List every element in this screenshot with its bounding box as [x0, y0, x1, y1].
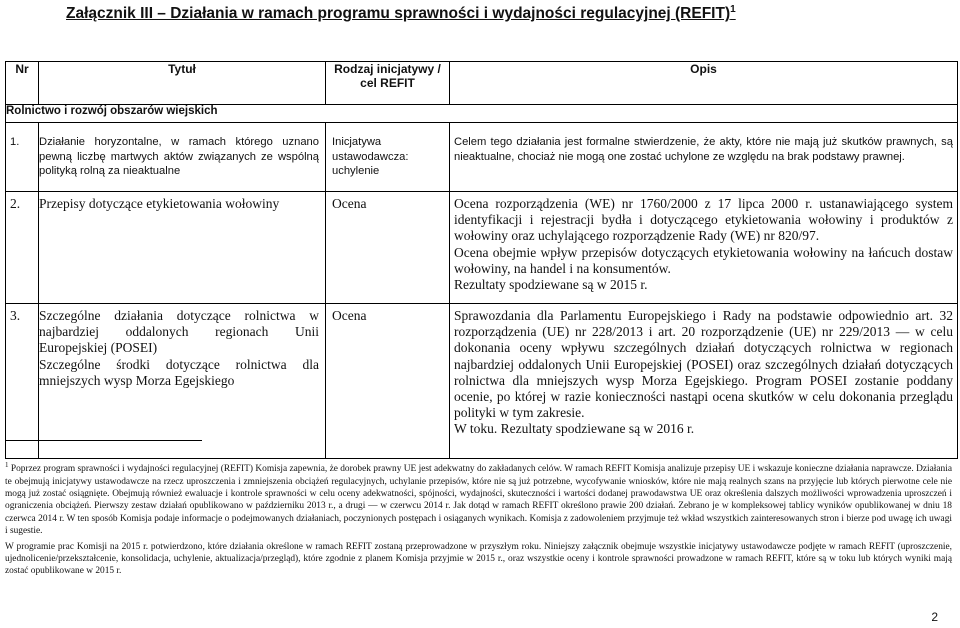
row-number: 2. — [6, 192, 39, 304]
footnote-paragraph — [5, 459, 952, 538]
row-title — [39, 304, 326, 459]
row-title: Działanie horyzontalne, w ramach którego uznano pewną liczbę martwych aktów związanych ze wspólną polityką rolną za nieaktualne — [39, 123, 326, 192]
row-title-part: Szczególne działania dotyczące rolnictwa w najbardziej oddalonych regionach Unii Europejskiej (POSEI) — [39, 308, 319, 356]
footnote-text: Poprzez program sprawności i wydajności regulacyjnej (REFIT) Komisja zapewnia, że dorobek prawny UE jest adekwatny do zakładanych celów. W ramach REFIT Komisja analizuje przepisy UE i wskazuje konieczne działania naprawcze. Działania te obejmują inicjatywy ustawodawcze na rzecz uproszczenia i zmniejszenia obciążeń regulacyjnych, uchylanie przepisów, które nie są już potrzebne, wycofywanie wniosków, które nie mają realnych szans na przyjęcie lub których pierwotne cele nie mogą już zostać osiągnięte. Obejmują również ewaluacje i kontrole sprawności w celu oceny adekwatności, spójności, wydajności, skuteczności i wartości dodanej prawodawstwa UE oraz określenia dalszych możliwości wprowadzenia uproszczeń i ograniczenia obciążeń. Pierwszy zestaw działań opublikowano w październiku 2013 r., a drugi — w czerwcu 2014 r. Jak dotąd w ramach REFIT określono prawie 200 działań. Zebrano je w kompleksowej tablicy wyników opublikowanej w dniu 18 czerwca 2014 r. W ten sposób Komisja podaje informacje o podejmowanych działaniach, poczynionych postępach i osiąganych wynikach. Komisja z zadowoleniem przyjmuje też wkład wszystkich zainteresowanych stron i bierze pod uwagę ich uwagi i sugestie. — [5, 464, 952, 537]
header-tytul: Tytuł — [39, 62, 326, 105]
section-row — [6, 105, 958, 123]
section-title: Rolnictwo i rozwój obszarów wiejskich — [6, 105, 958, 123]
row-description — [450, 123, 958, 192]
header-rodzaj — [326, 62, 450, 105]
row-description — [450, 192, 958, 304]
row-description — [450, 304, 958, 459]
row-title-part: Szczególne środki dotyczące rolnictwa dla mniejszych wysp Morza Egejskiego — [39, 356, 319, 388]
title-footnote-ref: 1 — [730, 4, 736, 15]
footnote-number: 1 — [5, 461, 9, 469]
description-paragraph: Celem tego działania jest formalne stwierdzenie, że akty, które nie mają już skutków prawnych, są nieaktualne, chociaż nie mogą one zostać uchylone ze względu na brak podstawy prawnej. — [454, 136, 953, 163]
footnote-text: W programie prac Komisji na 2015 r. potwierdzono, które działania określone w ramach REFIT zostaną przeprowadzone w przyszłym roku. Niniejszy załącznik obejmuje wszystkie inicjatywy ustawodawcze podjęte w ramach REFIT (uproszczenie, ujednolicenie/przekształcenie, konsolidacja, uchylenie, aktualizacja/przegląd), które zgodnie z planem Komisja przyjmie w 2015 r., oraz wszystkie oceny i kontrole sprawności prowadzone w ramach REFIT, które są w toku lub których wyniki mają zostać opublikowane w 2015 r. — [5, 541, 952, 577]
footnote-separator — [5, 440, 202, 441]
header-opis: Opis — [450, 62, 958, 105]
row-number: 3. — [6, 304, 39, 459]
title-text: Załącznik III – Działania w ramach programu sprawności i wydajności regulacyjnej (REFIT) — [66, 5, 731, 23]
table-header-row — [6, 62, 958, 105]
page-number: 2 — [931, 610, 938, 624]
row-type: Ocena — [326, 192, 450, 304]
footnotes — [5, 459, 952, 581]
row-type: Inicjatywa ustawodawcza: uchylenie — [326, 123, 450, 192]
row-number: 1. — [6, 123, 39, 192]
table-row — [6, 123, 958, 192]
table-row — [6, 304, 958, 459]
description-paragraph: Rezultaty spodziewane są w 2015 r. — [454, 277, 648, 293]
description-paragraph: Sprawozdania dla Parlamentu Europejskiego i Rady na podstawie odpowiednio art. 32 rozporządzenia (UE) nr 228/2013 i art. 20 rozporządzenie (UE) nr 229/2013 — w celu dokonania oceny wpływu szczególnych działań dotyczących rolnictwa w regionach najbardziej oddalonych Unii Europejskiej (POSEI) oraz szczególnych działań dotyczących rolnictwa dla mniejszych wysp Morza Egejskiego. Program POSEI zostanie poddany ocenie, po której w razie konieczności nastąpi ocena skutków w celu dokonania przeglądu polityki w tym zakresie. — [454, 308, 953, 421]
row-type: Ocena — [326, 304, 450, 459]
document-title — [66, 4, 946, 23]
header-rodzaj-line1: Rodzaj inicjatywy / — [334, 62, 441, 76]
header-rodzaj-line2: cel REFIT — [360, 76, 415, 90]
table-row — [6, 192, 958, 304]
header-nr: Nr — [6, 62, 39, 105]
description-paragraph: Ocena rozporządzenia (WE) nr 1760/2000 z 17 lipca 2000 r. ustanawiającego system identyfikacji i rejestracji bydła i dotyczącego etykietowania wołowiny i produktów z wołowiny oraz uchylającego rozporządzenie Rady (WE) nr 820/97. — [454, 196, 953, 244]
description-paragraph: Ocena obejmie wpływ przepisów dotyczących etykietowania wołowiny na łańcuch dostaw wołowiny, na handel i na konsumentów. — [454, 244, 953, 276]
footnote-paragraph — [5, 541, 952, 578]
description-paragraph: W toku. Rezultaty spodziewane są w 2016 r. — [454, 421, 695, 437]
refit-actions-table — [5, 61, 958, 459]
row-title: Przepisy dotyczące etykietowania wołowiny — [39, 192, 326, 304]
